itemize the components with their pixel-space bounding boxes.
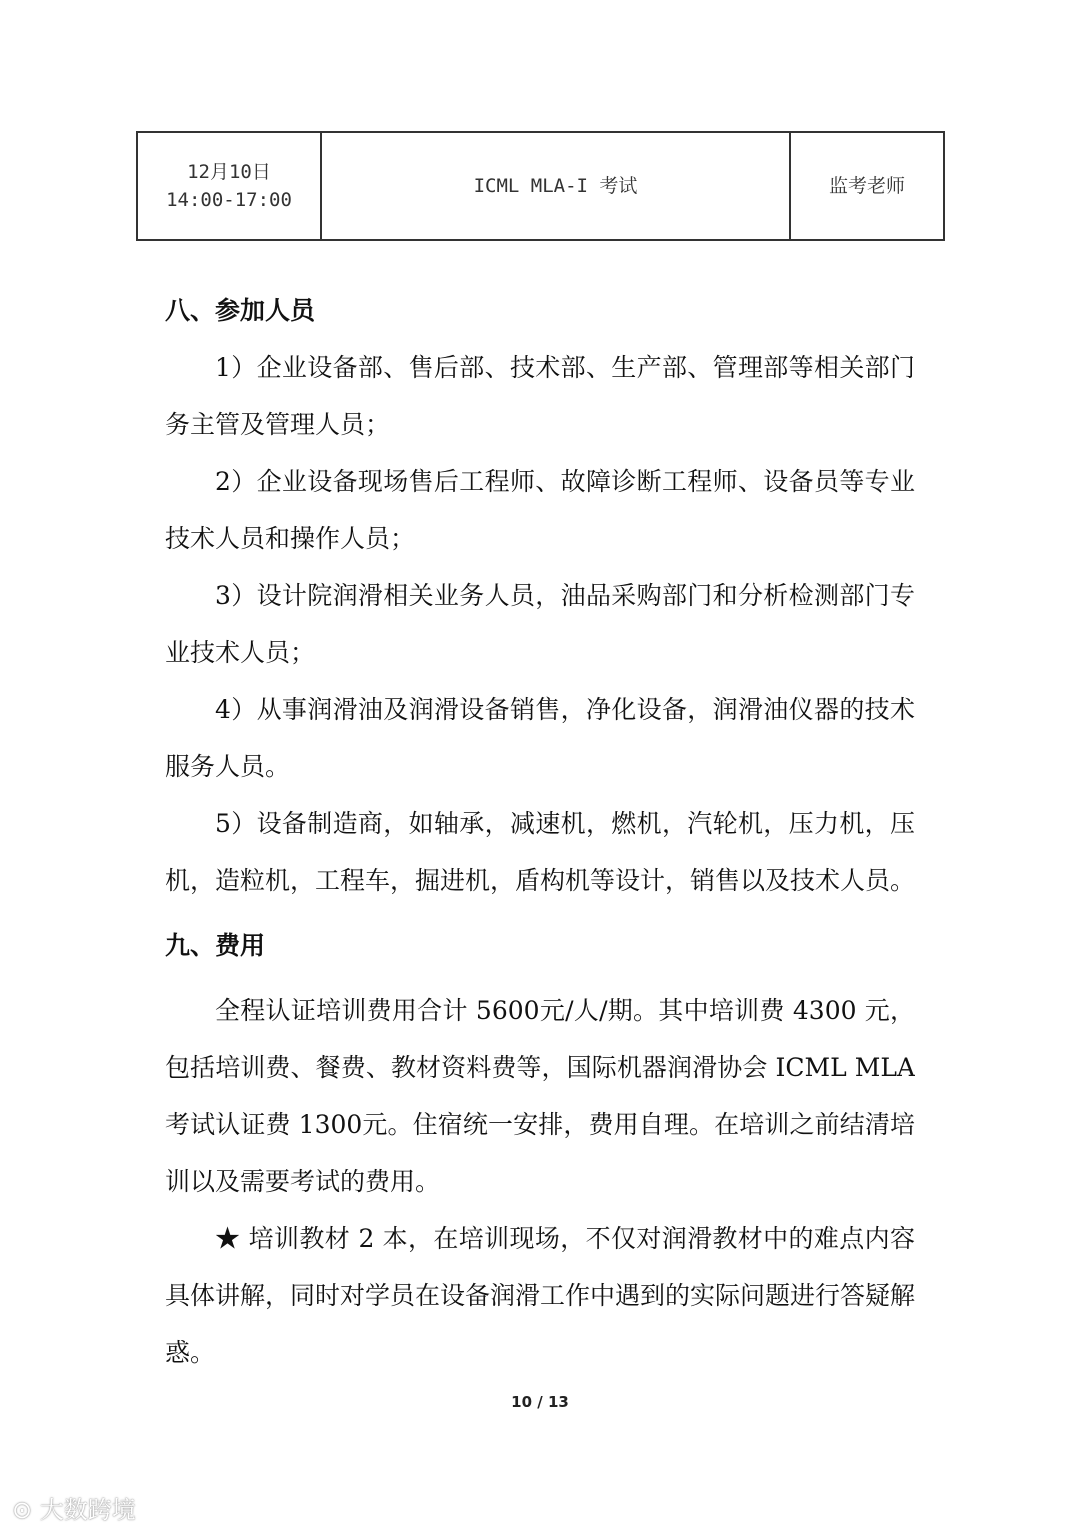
section-heading: 八、参加人员	[165, 296, 316, 325]
text-line: 4）从事润滑油及润滑设备销售，净化设备，润滑油仪器的技术	[215, 695, 915, 724]
text-line: 3）设计院润滑相关业务人员，油品采购部门和分析检测部门专	[215, 581, 915, 610]
text-line: 具体讲解，同时对学员在设备润滑工作中遇到的实际问题进行答疑解	[165, 1281, 915, 1310]
date: 12月10日	[187, 161, 271, 183]
text-line: 业技术人员；	[165, 638, 316, 667]
watermark-logo	[12, 1490, 136, 1525]
text-line: 惑。	[165, 1338, 216, 1367]
teacher-cell: 监考老师	[790, 132, 944, 240]
text-line: 务主管及管理人员；	[165, 410, 391, 439]
text-line: 全程认证培训费用合计 5600元/人/期。其中培训费 4300 元，	[215, 996, 915, 1025]
date-time-cell	[137, 132, 321, 240]
page-number: 10 / 13	[511, 1393, 569, 1411]
content-cell: ICML MLA-I 考试	[321, 132, 790, 240]
text-line: 考试认证费 1300元。住宿统一安排，费用自理。在培训之前结清培	[165, 1110, 915, 1139]
text-line: 包括培训费、餐费、教材资料费等，国际机器润滑协会 ICML MLA	[165, 1053, 915, 1082]
section-heading: 九、费用	[165, 931, 266, 960]
watermark-icon: ⊙	[12, 1496, 33, 1524]
text-line: 技术人员和操作人员；	[165, 524, 416, 553]
text-line: 训以及需要考试的费用。	[165, 1167, 441, 1196]
text-line: 2）企业设备现场售后工程师、故障诊断工程师、设备员等专业	[215, 467, 915, 496]
watermark-text: 大数跨境	[39, 1496, 136, 1524]
text-line: 1）企业设备部、售后部、技术部、生产部、管理部等相关部门	[215, 353, 915, 382]
text-line: 服务人员。	[165, 752, 291, 781]
text-line: 5）设备制造商，如轴承，减速机，燃机，汽轮机，压力机，压	[215, 809, 915, 838]
document-body	[165, 282, 915, 1381]
text-line: 机，造粒机，工程车，掘进机，盾构机等设计，销售以及技术人员。	[165, 866, 915, 895]
time: 14:00-17:00	[166, 189, 292, 211]
schedule-table	[136, 131, 945, 241]
table-row	[137, 132, 944, 240]
text-line: ★ 培训教材 2 本，在培训现场，不仅对润滑教材中的难点内容	[215, 1224, 915, 1253]
